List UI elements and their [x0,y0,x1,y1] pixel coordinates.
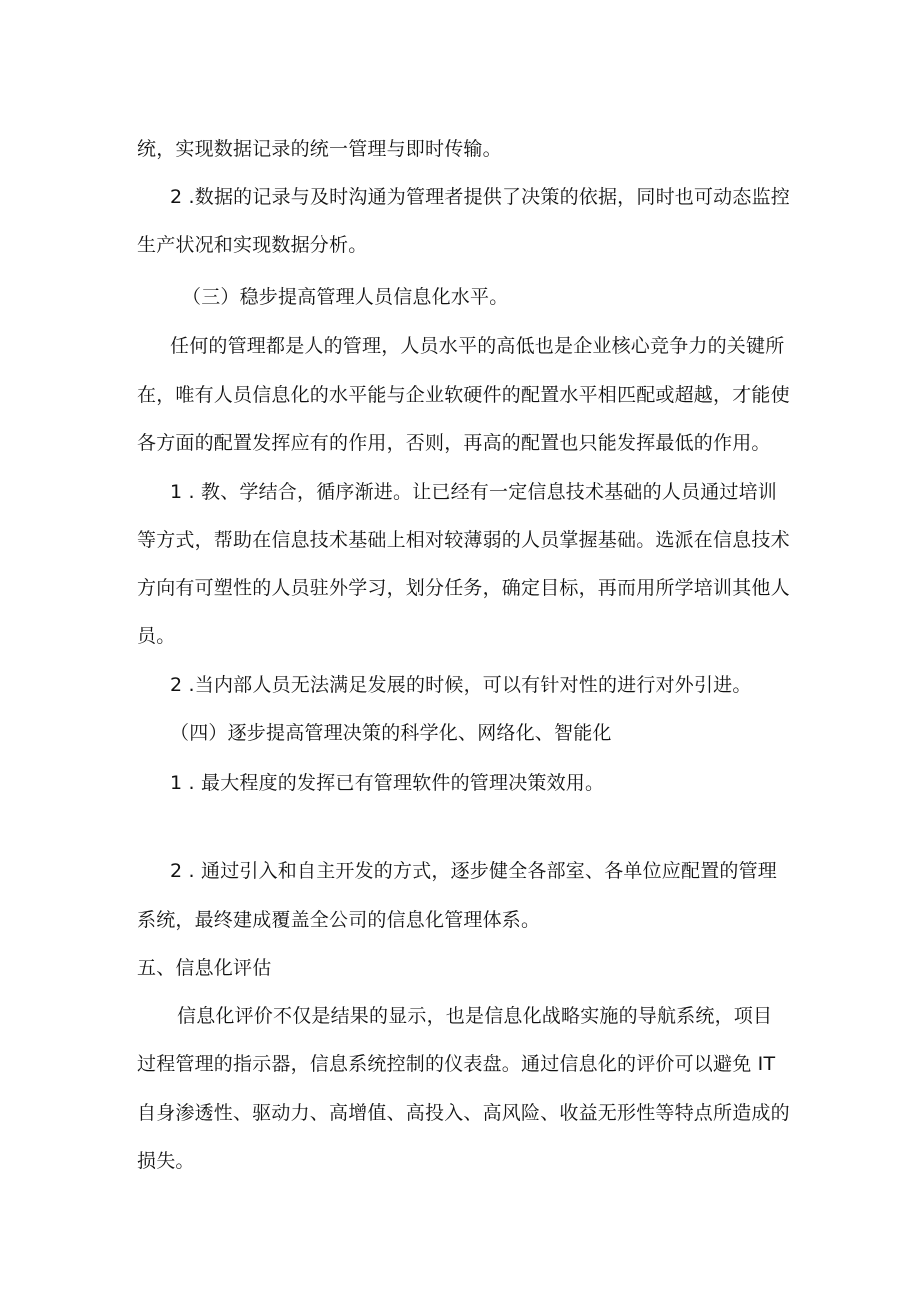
text-line: 2 . 通过引入和自主开发的方式，逐步健全各部室、各单位应配置的管理 [170,860,778,882]
section-heading: （三）稳步提高管理人员信息化水平。 [182,286,509,308]
text-line: 等方式，帮助在信息技术基础上相对较薄弱的人员掌握基础。选派在信息技术 [137,529,790,551]
text-line: 1 . 最大程度的发挥已有管理软件的管理决策效用。 [170,772,605,794]
text-line: 各方面的配置发挥应有的作用，否则，再高的配置也只能发挥最低的作用。 [137,432,771,454]
text-line: 生产状况和实现数据分析。 [137,234,368,256]
text-line: 方向有可塑性的人员驻外学习，划分任务，确定目标，再而用所学培训其他人 [137,577,790,599]
section-heading: （四）逐步提高管理决策的科学化、网络化、智能化 [170,722,612,744]
text-line: 1 . 教、学结合，循序渐进。让已经有一定信息技术基础的人员通过培训 [170,481,778,503]
text-line: 2 .数据的记录与及时沟通为管理者提供了决策的依据，同时也可动态监控 [170,186,790,208]
text-line: 系统，最终建成覆盖全公司的信息化管理体系。 [137,909,541,931]
text-line: 在，唯有人员信息化的水平能与企业软硬件的配置水平相匹配或超越，才能使 [137,384,790,406]
text-line: 过程管理的指示器，信息系统控制的仪表盘。通过信息化的评价可以避免 IT [137,1053,776,1075]
text-line: 统，实现数据记录的统一管理与即时传输。 [137,138,502,160]
text-line: 损失。 [137,1150,195,1172]
section-heading: 五、信息化评估 [137,957,272,979]
text-line: 自身渗透性、驱动力、高增值、高投入、高风险、收益无形性等特点所造成的 [137,1102,790,1124]
text-line: 任何的管理都是人的管理，人员水平的高低也是企业核心竞争力的关键所 [170,335,785,357]
text-line: 2 .当内部人员无法满足发展的时候，可以有针对性的进行对外引进。 [170,674,752,696]
text-line: 信息化评价不仅是结果的显示，也是信息化战略实施的导航系统，项目 [177,1005,773,1027]
text-line: 员。 [137,625,176,647]
